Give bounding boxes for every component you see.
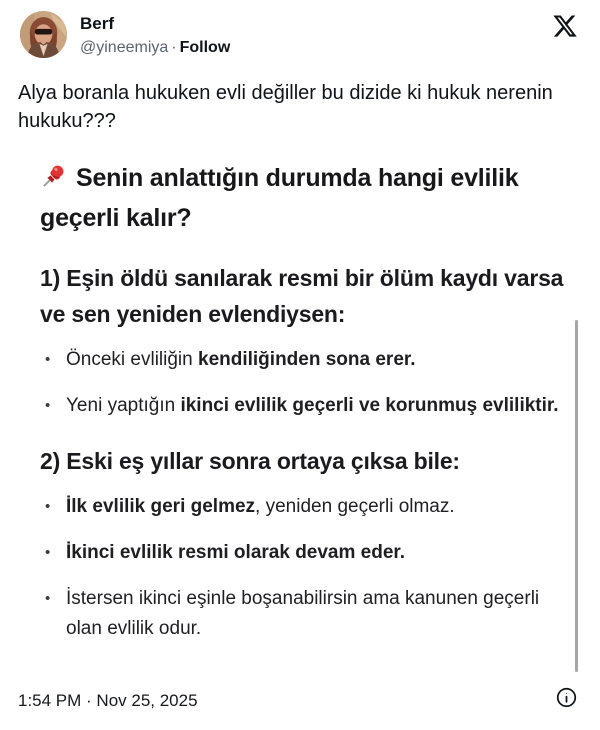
scrollbar-thumb[interactable] xyxy=(575,320,578,672)
bullet-list xyxy=(40,345,564,421)
bullet-item xyxy=(40,345,564,375)
author-block xyxy=(80,13,230,59)
avatar[interactable] xyxy=(20,11,67,58)
avatar-photo xyxy=(20,11,67,58)
bullet-dot: • xyxy=(45,397,51,414)
bullet-text: Yeni yaptığın xyxy=(66,395,181,416)
embedded-heading-text: Senin anlattığın durumda hangi evlilik geçerli kalır? xyxy=(40,164,519,232)
embedded-sections xyxy=(40,260,564,644)
bullet-text: , yeniden geçerli olmaz. xyxy=(255,496,455,517)
author-name[interactable]: Berf xyxy=(80,14,115,33)
bullet-text-bold: İlk evlilik geri gelmez xyxy=(66,496,256,517)
tweet-text: Alya boranla hukuken evli değiller bu dizide ki hukuk nerenin hukuku??? xyxy=(18,82,553,132)
separator-dot: · xyxy=(171,39,177,56)
embedded-image-content[interactable] xyxy=(40,158,564,660)
pushpin-icon xyxy=(40,162,67,189)
bullet-text-bold: kendiliğinden sona erer. xyxy=(198,349,416,370)
bullet-dot: • xyxy=(45,590,51,607)
section-title: 2) Eski eş yıllar sonra ortaya çıksa bile: xyxy=(40,448,460,474)
bullet-text: İstersen ikinci eşinle boşanabilirsin ama kanunen geçerli olan evlilik odur. xyxy=(66,588,540,639)
bullet-item xyxy=(40,492,564,522)
follow-button[interactable]: Follow xyxy=(179,39,231,56)
x-logo-icon[interactable] xyxy=(552,13,578,39)
bullet-item xyxy=(40,584,564,644)
timestamp[interactable]: 1:54 PM · Nov 25, 2025 xyxy=(18,691,198,710)
info-circle-icon[interactable] xyxy=(556,687,577,708)
bullet-text-bold: ikinci evlilik geçerli ve korunmuş evliliktir. xyxy=(180,395,559,416)
section-title: 1) Eşin öldü sanılarak resmi bir ölüm kaydı varsa ve sen yeniden evlendiysen: xyxy=(40,265,564,327)
bullet-dot: • xyxy=(45,498,51,515)
bullet-item xyxy=(40,538,564,568)
bullet-list xyxy=(40,492,564,644)
bullet-dot: • xyxy=(45,351,51,368)
embedded-heading xyxy=(40,158,564,238)
bullet-text-bold: İkinci evlilik resmi olarak devam eder. xyxy=(66,542,406,563)
bullet-text: Önceki evliliğin xyxy=(66,349,198,370)
author-handle[interactable]: @yineemiya xyxy=(80,39,169,56)
bullet-item xyxy=(40,391,564,421)
bullet-dot: • xyxy=(45,544,51,561)
